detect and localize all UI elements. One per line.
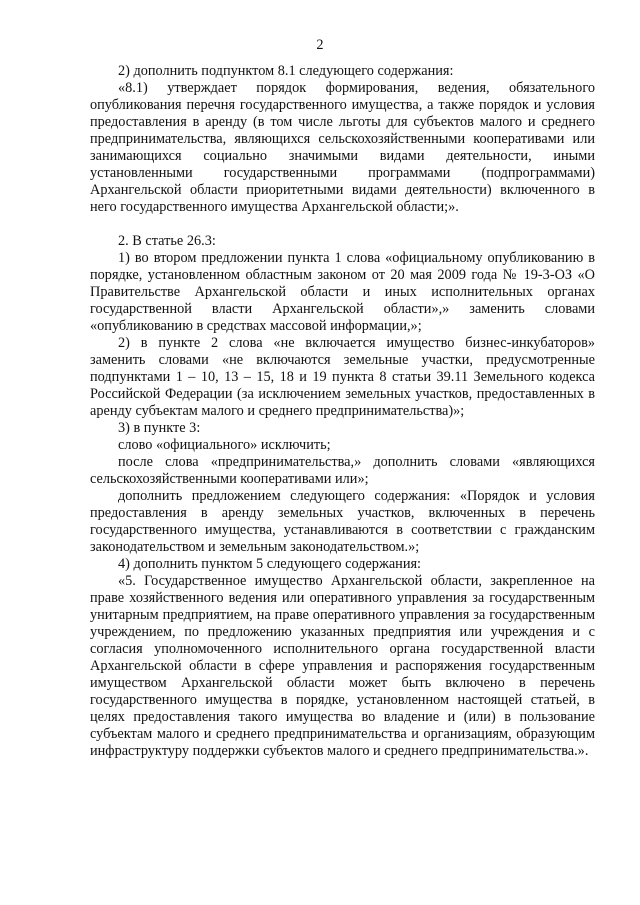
paragraph-3: 2. В статье 26.3: <box>118 233 216 249</box>
paragraph-4: 1) во втором предложении пункта 1 слова «официальному опубликованию в порядке, установленном областным законом от 20 мая 2009 года № 19-3-ОЗ «О Правительстве Архангельской области и иных исполнительных органах государственной власти Архангельской области»,» заменить словами «опубликованию в средствах массовой информации,»; <box>90 250 595 334</box>
paragraph-8: после слова «предпринимательства,» дополнить словами «являющихся сельскохозяйственными кооперативами или»; <box>90 454 595 487</box>
paragraph-11: «5. Государственное имущество Архангельской области, закрепленное на праве хозяйственного ведения или оперативного управления за государственным унитарным предприятием, на праве оперативного управления за государственным учреждением, по предложению указанных предприятия или учреждения и с согласия уполномоченного исполнительного органа государственной власти Архангельской области в сфере управления и распоряжения государственным имуществом Архангельской области может быть включено в перечень государственного имущества в порядке, установленном настоящей статьей, в целях предоставления такого имущества во владение и (или) в пользование субъектам малого и среднего предпринимательства и организациям, образующим инфраструктуру поддержки субъектов малого и среднего предпринимательства.». <box>90 573 595 759</box>
paragraph-10: 4) дополнить пунктом 5 следующего содержания: <box>118 556 422 572</box>
paragraph-7: слово «официального» исключить; <box>118 437 331 453</box>
page-number: 2 <box>316 37 324 53</box>
paragraph-6: 3) в пункте 3: <box>118 420 201 436</box>
paragraph-2: «8.1) утверждает порядок формирования, ведения, обязательного опубликования перечня государственного имущества, а также порядок и условия предоставления в аренду (в том числе льготы для субъектов малого и среднего предпринимательства, являющихся сельскохозяйственными кооперативами или занимающихся социально значимыми видами деятельности, иными установленными государственными программами (подпрограммами) Архангельской области приоритетными видами деятельности) включенного в него государственного имущества Архангельской области;». <box>90 80 595 215</box>
paragraph-9: дополнить предложением следующего содержания: «Порядок и условия предоставления в аренду земельных участков, включенных в перечень государственного имущества, устанавливаются в соответствии с гражданским законодательством и земельным законодательством.»; <box>90 488 595 555</box>
paragraph-1: 2) дополнить подпунктом 8.1 следующего содержания: <box>118 63 454 79</box>
document-body <box>90 63 595 760</box>
paragraph-gap <box>90 216 595 233</box>
paragraph-5: 2) в пункте 2 слова «не включается имущество бизнес-инкубаторов» заменить словами «не включаются земельные участки, предусмотренные подпунктами 1 – 10, 13 – 15, 18 и 19 пункта 8 статьи 39.11 Земельного кодекса Российской Федерации (за исключением земельных участков, предоставленных в аренду субъектам малого и среднего предпринимательства)»; <box>90 335 595 419</box>
